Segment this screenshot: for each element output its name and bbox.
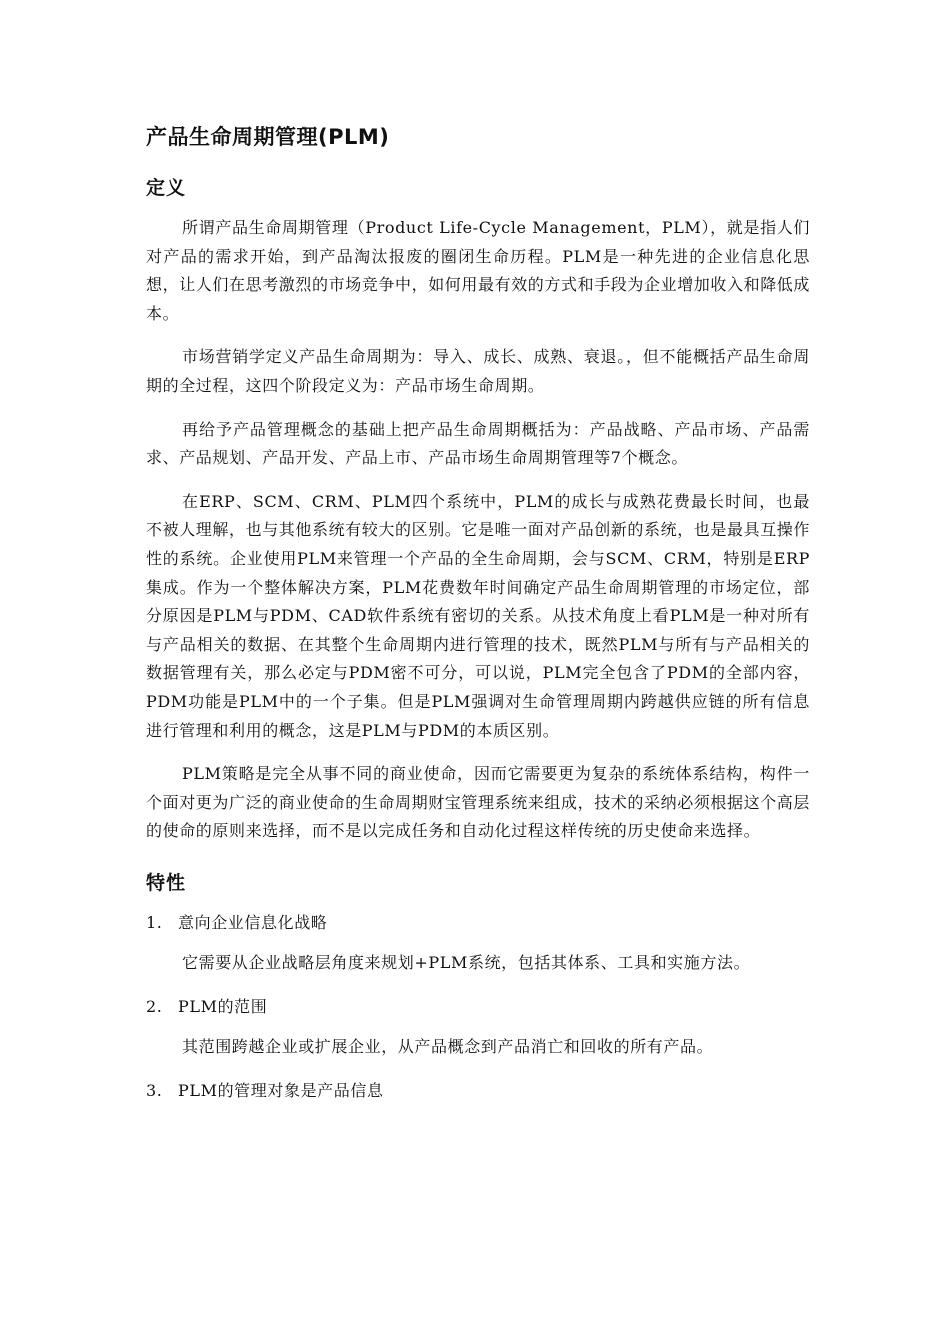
list-item — [146, 993, 810, 1021]
list-item-number: 3. — [146, 1080, 163, 1100]
paragraph: 再给予产品管理概念的基础上把产品生命周期概括为：产品战略、产品市场、产品需求、产品规划、产品开发、产品上市、产品市场生命周期管理等7个概念。 — [146, 419, 810, 468]
paragraph: 市场营销学定义产品生命周期为：导入、成长、成熟、衰退。，但不能概括产品生命周期的全过程，这四个阶段定义为：产品市场生命周期。 — [146, 347, 810, 395]
list-item-label: 意向企业信息化战略 — [178, 912, 328, 932]
list-item — [146, 909, 810, 937]
document-page — [146, 122, 810, 1117]
section-features — [146, 869, 810, 1105]
document-title: 产品生命周期管理(PLM) — [146, 125, 390, 149]
list-item-number: 1. — [146, 912, 163, 932]
section-heading-definition: 定义 — [146, 177, 187, 199]
section-definition — [146, 174, 810, 846]
list-item-number: 2. — [146, 996, 163, 1016]
list-item — [146, 1077, 810, 1105]
section-heading-features: 特性 — [146, 871, 187, 894]
paragraph: PLM策略是完全从事不同的商业使命，因而它需要更为复杂的系统体系结构，构件一个面对更为广泛的商业使命的生命周期财宝管理系统来组成，技术的采纳必须根据这个高层的使命的原则来选择，而不是以完成任务和自动化过程这样传统的历史使命来选择。 — [146, 764, 811, 841]
list-item-label: PLM的管理对象是产品信息 — [178, 1080, 384, 1100]
list-item-detail: 其范围跨越企业或扩展企业，从产品概念到产品消亡和回收的所有产品。 — [182, 1036, 714, 1056]
paragraph: 在ERP、SCM、CRM、PLM四个系统中，PLM的成长与成熟花费最长时间，也最不被人理解，也与其他系统有较大的区别。它是唯一面对产品创新的系统，也是最具互操作性的系统。企业使用PLM来管理一个产品的全生命周期，会与SCM、CRM，特别是ERP集成。作为一个整体解决方案，PLM花费数年时间确定产品生命周期管理的市场定位，部分原因是PLM与PDM、CAD软件系统有密切的关系。从技术角度上看PLM是一种对所有与产品相关的数据、在其整个生命周期内进行管理的技术，既然PLM与所有与产品相关的数据管理有关，那么必定与PDM密不可分，可以说，PLM完全包含了PDM的全部内容，PDM功能是PLM中的一个子集。但是PLM强调对生命管理周期内跨越供应链的所有信息进行管理和利用的概念，这是PLM与PDM的本质区别。 — [146, 491, 811, 740]
list-item-detail: 它需要从企业战略层角度来规划+PLM系统，包括其体系、工具和实施方法。 — [182, 952, 751, 972]
list-item-label: PLM的范围 — [178, 996, 268, 1016]
paragraph: 所谓产品生命周期管理（Product Life-Cycle Management，PLM），就是指人们对产品的需求开始，到产品淘汰报废的圈闭生命历程。PLM是一种先进的企业信息化思想，让人们在思考激烈的市场竞争中，如何用最有效的方式和手段为企业增加收入和降低成本。 — [146, 218, 811, 323]
